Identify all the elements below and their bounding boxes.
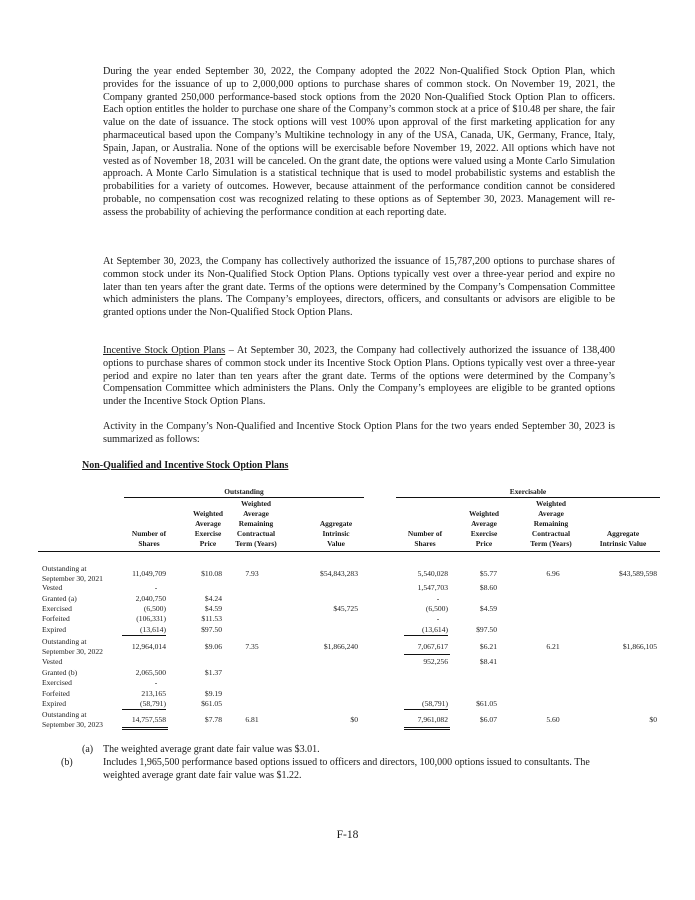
paragraph-incentive-plans (103, 345, 615, 409)
footnote-b (61, 757, 602, 783)
footnote-a-text: The weighted average grant date fair value was $3.01. (103, 744, 320, 755)
cell-e-term: 6.21 (546, 642, 560, 651)
cell-e-value: $1,866,105 (622, 642, 657, 651)
cell-o-shares: - (154, 583, 158, 592)
header-line: Shares (414, 539, 436, 548)
row-label (42, 637, 103, 656)
row-label-line: Vested (42, 657, 63, 666)
header-line: Remaining (238, 519, 274, 528)
row-label-line: September 30, 2023 (42, 719, 103, 729)
cell-e-shares: 952,256 (423, 657, 448, 666)
cell-o-term: 6.81 (245, 715, 259, 724)
header-line: Aggregate (606, 529, 640, 538)
cell-o-value: $45,725 (333, 604, 358, 613)
row-label (42, 689, 70, 699)
row-label-line: Outstanding at (42, 637, 87, 646)
cell-o-shares: 14,757,558 (131, 715, 166, 724)
header-line: Price (475, 539, 493, 548)
row-label (42, 657, 62, 667)
row-label-line: Vested (42, 583, 63, 592)
row-label-line: Exercised (42, 604, 72, 613)
cell-o-price: $97.50 (201, 625, 222, 634)
header-line: Remaining (533, 519, 569, 528)
header-line: Exercise (470, 529, 498, 538)
row-label (42, 614, 70, 624)
cell-o-value: $0 (350, 715, 358, 724)
group-outstanding: Outstanding (224, 487, 264, 496)
row-label-line: Granted (a) (42, 594, 77, 603)
cell-e-price: $8.41 (479, 657, 497, 666)
header-e-price (452, 509, 516, 549)
exercisable-total-double-rule (404, 727, 450, 730)
cell-e-term: 6.96 (546, 569, 560, 578)
cell-o-price: $11.53 (201, 614, 222, 623)
cell-e-shares: - (436, 614, 440, 623)
row-label (42, 604, 72, 614)
header-line: Intrinsic Value (599, 539, 647, 548)
header-line: Shares (138, 539, 160, 548)
cell-o-price: $1.37 (204, 668, 222, 677)
header-e-term (519, 499, 583, 549)
header-line: Weighted (193, 509, 223, 518)
cell-e-price: $97.50 (476, 625, 497, 634)
cell-o-shares: 2,065,500 (135, 668, 166, 677)
cell-o-shares: (106,331) (136, 614, 166, 623)
header-line: Average (538, 509, 564, 518)
cell-o-shares: (6,500) (143, 604, 166, 613)
header-line: Contractual (236, 529, 276, 538)
header-line: Average (243, 509, 269, 518)
page-number: F-18 (336, 829, 359, 841)
exercisable-2022-rule (404, 654, 450, 655)
row-label (42, 668, 77, 678)
header-line: Term (Years) (530, 539, 572, 548)
footnote-a-label: (a) (82, 744, 94, 755)
header-line: Price (199, 539, 217, 548)
header-line: Weighted (536, 499, 566, 508)
header-line: Value (327, 539, 345, 548)
row-label (42, 564, 103, 583)
cell-e-shares: - (436, 594, 440, 603)
header-o-term (224, 499, 288, 549)
header-e-value (588, 529, 658, 549)
row-label-line: Expired (42, 699, 67, 708)
footnote-a (82, 744, 602, 757)
incentive-plans-text: – At September 30, 2023, the Company had collectively authorized the issuance of 138,400 options to purchase shares of common stock under its Incentive Stock Option Plans. Options typically vest over a three-year period and expire no later than ten years after the grant date. Terms of the options were determined by the Company’s Compensation Committee which administers the Plans. Only the Company’s employees are eligible to be granted options under the Incentive Stock Option Plans. (103, 345, 615, 408)
cell-o-price: $4.24 (204, 594, 222, 603)
row-label-line: Expired (42, 625, 67, 634)
footnote-b-text: Includes 1,965,500 performance based options issued to officers and directors, 100,000 options issued to consultants. The weighted average grant date fair value was $1.22. (103, 757, 590, 781)
cell-e-shares: 7,067,617 (417, 642, 448, 651)
header-line: Number of (407, 529, 443, 538)
row-label-line: Forfeited (42, 689, 70, 698)
paragraph-2022-plan: During the year ended September 30, 2022, the Company adopted the 2022 Non-Qualified Stock Option Plan, which provides for the issuance of up to 2,000,000 options to purchase shares of common stock. On November 19, 2021, the Company granted 250,000 performance-based stock options from the 2020 Non-Qualified Stock Option Plan to officers. Each option entitles the holder to purchase one share of the Company’s common stock at a price of $10.48 per share, the fair value on the date of issuance. The stock options will vest 100% upon approval of the first marketing application for any pharmaceutical based upon the Company’s Multikine technology in any of the USA, Canada, UK, Germany, France, Italy, Spain, Japan, or Australia. None of the options will be exercisable before November 19, 2022. All options which have not vested as of November 18, 2031 will be canceled. On the grant date, the options were valued using a Monte Carlo Simulation approach. A Monte Carlo Simulation is a statistical technique that is used to model probabilistic systems and establish the probabilities for a variety of outcomes. However, because attainment of the performance condition cannot be considered probable, no compensation cost was recognized relating to these options as of September 30, 2023. Management will re-assess the probability of achieving the performance condition at each reporting date. (103, 66, 615, 218)
row-label (42, 583, 62, 593)
cell-e-value: $43,589,598 (619, 569, 657, 578)
group-outstanding-rule (124, 497, 364, 498)
cell-o-price: $10.08 (201, 569, 222, 578)
footnote-b-label: (b) (61, 757, 73, 768)
header-line: Number of (131, 529, 167, 538)
row-label-line: Outstanding at (42, 710, 87, 719)
row-label-line: September 30, 2021 (42, 573, 103, 583)
cell-e-term: 5.60 (546, 715, 560, 724)
header-line: Aggregate (319, 519, 353, 528)
cell-o-price: $9.19 (204, 689, 222, 698)
cell-e-value: $0 (649, 715, 657, 724)
row-label (42, 699, 66, 709)
header-o-value (304, 519, 368, 549)
header-line: Intrinsic (322, 529, 350, 538)
header-line: Weighted (241, 499, 271, 508)
cell-o-shares: 11,049,709 (132, 569, 166, 578)
cell-o-shares: (58,791) (122, 699, 166, 710)
row-label-line: Exercised (42, 678, 72, 687)
cell-o-term: 7.35 (245, 642, 259, 651)
cell-o-value: $54,843,283 (320, 569, 358, 578)
row-label-line: Granted (b) (42, 668, 78, 677)
cell-o-shares: 12,964,014 (131, 642, 166, 651)
header-line: Average (471, 519, 497, 528)
row-label (42, 710, 103, 729)
incentive-plans-heading: Incentive Stock Option Plans (103, 345, 226, 356)
group-exercisable: Exercisable (509, 487, 547, 496)
row-label (42, 625, 66, 635)
group-exercisable-rule (396, 497, 660, 498)
cell-e-shares: (13,614) (404, 625, 448, 636)
cell-o-shares: - (154, 678, 158, 687)
header-line: Term (Years) (235, 539, 277, 548)
cell-o-shares: 2,040,750 (135, 594, 166, 603)
header-rule (38, 551, 660, 552)
cell-o-shares: (13,614) (122, 625, 166, 636)
cell-e-shares: (58,791) (404, 699, 448, 710)
header-line: Contractual (531, 529, 571, 538)
cell-o-price: $7.78 (204, 715, 222, 724)
cell-e-shares: (6,500) (425, 604, 448, 613)
cell-e-shares: 5,540,028 (417, 569, 448, 578)
cell-e-price: $6.21 (479, 642, 497, 651)
cell-o-term: 7.93 (245, 569, 259, 578)
table-title: Non-Qualified and Incentive Stock Option Plans (82, 460, 289, 471)
cell-e-price: $5.77 (479, 569, 497, 578)
row-label (42, 678, 72, 688)
cell-o-value: $1,866,240 (323, 642, 358, 651)
cell-e-shares: 7,961,082 (417, 715, 448, 724)
header-line: Average (195, 519, 221, 528)
cell-o-price: $4.59 (204, 604, 222, 613)
cell-e-price: $6.07 (479, 715, 497, 724)
cell-e-price: $8.60 (479, 583, 497, 592)
paragraph-authorized-options: At September 30, 2023, the Company has collectively authorized the issuance of 15,787,200 options to purchase shares of common stock under its Non-Qualified Stock Option Plans. Options typically vest over a three-year period and expire no later than ten years after the grant date. Terms of the options were determined by the Company’s Compensation Committee which administers the plans. The Company’s employees, directors, officers, and consultants or advisors are eligible to be granted options under the Non-Qualified Stock Option Plans. (103, 256, 615, 319)
cell-o-price: $61.05 (201, 699, 222, 708)
row-label-line: Outstanding at (42, 564, 87, 573)
cell-o-shares: 213,165 (141, 689, 166, 698)
paragraph-activity-summary: Activity in the Company’s Non-Qualified and Incentive Stock Option Plans for the two years ended September 30, 2023 is summarized as follows: (103, 421, 615, 445)
row-label-line: September 30, 2022 (42, 646, 103, 656)
header-e-shares (393, 529, 457, 549)
header-o-shares (117, 529, 181, 549)
row-label (42, 594, 77, 604)
header-line: Weighted (469, 509, 499, 518)
cell-o-price: $9.06 (204, 642, 222, 651)
header-line: Exercise (194, 529, 222, 538)
outstanding-total-double-rule (122, 727, 168, 730)
row-label-line: Forfeited (42, 614, 70, 623)
cell-e-price: $4.59 (479, 604, 497, 613)
cell-e-price: $61.05 (476, 699, 497, 708)
cell-e-shares: 1,547,703 (417, 583, 448, 592)
